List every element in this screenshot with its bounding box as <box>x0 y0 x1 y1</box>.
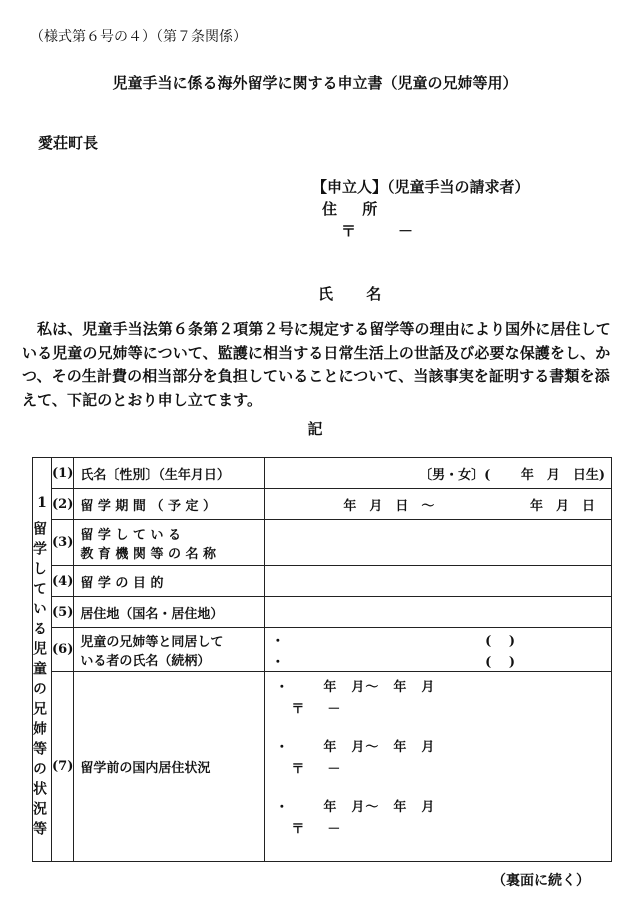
continued-note: （裏面に続く） <box>492 873 590 889</box>
addressee: 愛荘町長 <box>38 134 99 152</box>
label-line: 教 育 機 関 等 の 名 称 <box>80 546 217 562</box>
row-label-institution <box>74 520 265 566</box>
statement-paragraph: 私は、児童手当法第６条第２項第２号に規定する留学等の理由により国外に居住している児童の兄姉等について、監護に相当する日常生活上の世話及び必要な保護をし、かつ、その生計費の相当部分を負担していることについて、当該事実を証明する書類を添えて、下記のとおり申し立てます。 <box>22 320 611 409</box>
residence-field[interactable] <box>265 597 612 628</box>
bullet: ・ <box>275 800 289 815</box>
study-period-field[interactable] <box>265 489 612 520</box>
postal-dash: － <box>327 702 341 717</box>
label-line: いる者の氏名（続柄） <box>80 653 211 669</box>
row-number: (4) <box>52 566 74 597</box>
row-label-residence: 居住地（国名・居住地） <box>74 597 265 628</box>
ki-heading: 記 <box>307 420 323 438</box>
relationship-paren: ( ) <box>485 633 515 649</box>
postal-mark: 〒 <box>291 762 305 777</box>
period-range: 年 月～ 年 月 <box>323 800 436 815</box>
page-title: 児童手当に係る海外留学に関する申立書（児童の兄姉等用） <box>112 74 518 92</box>
bullet: ・ <box>271 633 285 649</box>
postal-dash: － <box>398 222 414 240</box>
row-number: (2) <box>52 489 74 520</box>
period-from: 年 月 日 ～ <box>343 498 435 514</box>
label-line: 児童の兄姉等と同居して <box>80 634 224 650</box>
row-number: (5) <box>52 597 74 628</box>
institution-name-field[interactable] <box>265 520 612 566</box>
row-number: (7) <box>52 672 74 862</box>
name-sex-birth-field[interactable]: 〔男・女〕( 年 月 日生) <box>265 458 612 489</box>
postal-mark: 〒 <box>291 702 305 717</box>
row-label-cohabitant <box>74 628 265 672</box>
row-label-purpose: 留 学 の 目 的 <box>74 566 265 597</box>
period-range: 年 月～ 年 月 <box>323 680 436 695</box>
residence-entry <box>271 796 605 856</box>
address-label: 住 所 <box>322 200 388 218</box>
label-line: 留 学 し て い る <box>80 527 181 543</box>
status-table <box>32 457 612 862</box>
prior-residence-field[interactable] <box>265 672 612 862</box>
study-purpose-field[interactable] <box>265 566 612 597</box>
relationship-paren: ( ) <box>485 654 515 670</box>
row-number: (1) <box>52 458 74 489</box>
applicant-heading: 【申立人】（児童手当の請求者） <box>312 178 530 196</box>
bullet: ・ <box>271 654 285 670</box>
postal-dash: － <box>327 762 341 777</box>
cohabitant-field[interactable] <box>265 628 612 672</box>
section-header <box>33 458 52 862</box>
bullet: ・ <box>275 680 289 695</box>
name-label: 氏 名 <box>318 285 396 303</box>
row-number: (6) <box>52 628 74 672</box>
residence-entry <box>271 736 605 796</box>
section-title: 留学している児童の兄姉等の状況等 <box>31 520 47 841</box>
period-to: 年 月 日 <box>529 498 595 514</box>
row-label-period: 留 学 期 間 （ 予 定 ） <box>74 489 265 520</box>
row-label-prior-residence: 留学前の国内居住状況 <box>74 672 265 862</box>
bullet: ・ <box>275 740 289 755</box>
section-number: 1 <box>37 494 47 511</box>
row-number: (3) <box>52 520 74 566</box>
postal-dash: － <box>327 822 341 837</box>
form-number: （様式第６号の４）（第７条関係） <box>30 29 247 45</box>
postal-mark: 〒 <box>291 822 305 837</box>
residence-entry <box>271 676 605 736</box>
row-label-name: 氏名〔性別〕（生年月日） <box>74 458 265 489</box>
period-range: 年 月～ 年 月 <box>323 740 436 755</box>
postal-mark: 〒 <box>341 222 357 240</box>
